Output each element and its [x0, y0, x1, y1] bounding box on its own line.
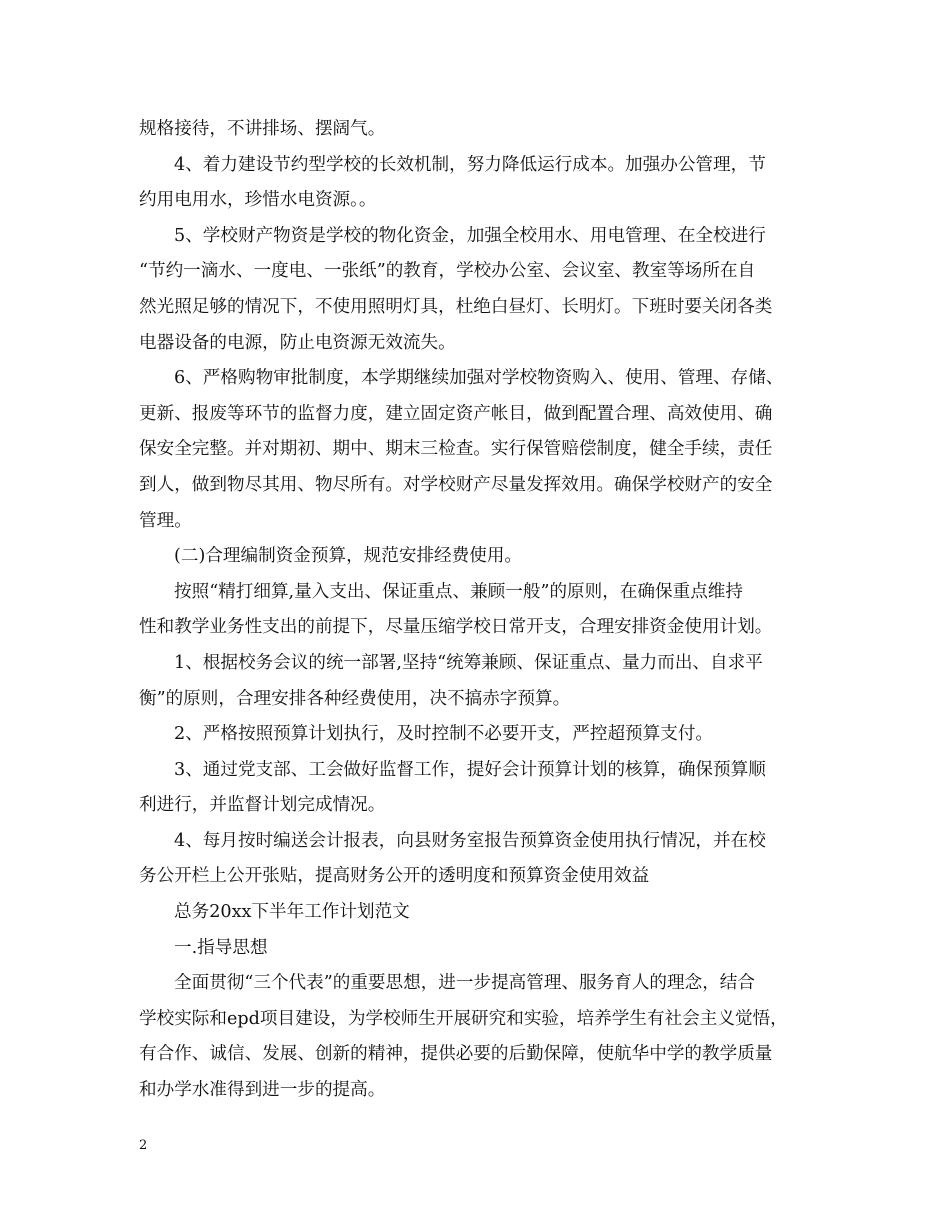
text-line: 4、每月按时编送会计报表，向县财务室报告预算资金使用执行情况，并在校 [174, 830, 766, 851]
text-line: 约用电用水，珍惜水电资源。。 [139, 190, 377, 211]
text-line: 3、通过党支部、工会做好监督工作，提好会计预算计划的核算，确保预算顺 [174, 759, 766, 780]
text-line: 规格接待，不讲排场、摆阔气。 [139, 119, 386, 139]
page-number: 2 [139, 1138, 148, 1153]
text-line: 电器设备的电源，防止电资源无效流失。 [139, 332, 456, 353]
text-line: 性和教学业务性支出的前提下，尽量压缩学校日常开支，合理安排资金使用计划。 [139, 617, 773, 638]
text-line: 务公开栏上公开张贴，提高财务公开的透明度和预算资金使用效益 [139, 866, 650, 887]
text-line: 衡”的原则，合理安排各种经费使用，决不搞赤字预算。 [139, 688, 571, 709]
text-line: 管理。 [139, 510, 192, 531]
text-line: 按照“精打细算,量入支出、保证重点、兼顾一般”的原则，在确保重点维持 [174, 581, 743, 602]
text-line: 和办学水准得到进一步的提高。 [139, 1080, 386, 1101]
text-line: “节约一滴水、一度电、一张纸”的教育，学校办公室、会议室、教室等场所在自 [139, 261, 756, 282]
text-line: 5、学校财产物资是学校的物化资金，加强全校用水、用电管理、在全校进行 [174, 225, 766, 246]
text-line: (二)合理编制资金预算，规范安排经费使用。 [174, 546, 523, 567]
text-line: 然光照足够的情况下，不使用照明灯具，杜绝白昼灯、长明灯。下班时要关闭各类 [139, 296, 773, 317]
text-line: 4、着力建设节约型学校的长效机制，努力降低运行成本。加强办公管理，节 [174, 154, 766, 175]
text-line: 更新、报废等环节的监督力度，建立固定资产帐目，做到配置合理、高效使用、确 [139, 403, 773, 424]
text-line: 一.指导思想 [174, 937, 268, 958]
text-line: 1、根据校务会议的统一部署,坚持“统筹兼顾、保证重点、量力而出、自求平 [174, 652, 763, 673]
text-line: 2、严格按照预算计划执行，及时控制不必要开支，严控超预算支付。 [174, 724, 714, 745]
text-line: 利进行，并监督计划完成情况。 [139, 795, 386, 816]
text-line: 总务20xx下半年工作计划范文 [174, 902, 410, 923]
document-body [139, 112, 819, 1109]
text-line: 保安全完整。并对期初、期中、期末三检查。实行保管赔偿制度，健全手续，责任 [139, 439, 773, 460]
text-line: 6、严格购物审批制度，本学期继续加强对学校物资购入、使用、管理、存储、 [174, 368, 784, 389]
text-line: 有合作、诚信、发展、创新的精神，提供必要的后勤保障，使航华中学的教学质量 [139, 1044, 773, 1065]
text-line: 全面贯彻“三个代表”的重要思想，进一步提高管理、服务育人的理念，结合 [174, 973, 755, 994]
text-line: 到人，做到物尽其用、物尽所有。对学校财产尽量发挥效用。确保学校财产的安全 [139, 474, 773, 495]
text-line: 学校实际和epd项目建设，为学校师生开展研究和实验，培养学生有社会主义觉悟， [139, 1008, 788, 1029]
